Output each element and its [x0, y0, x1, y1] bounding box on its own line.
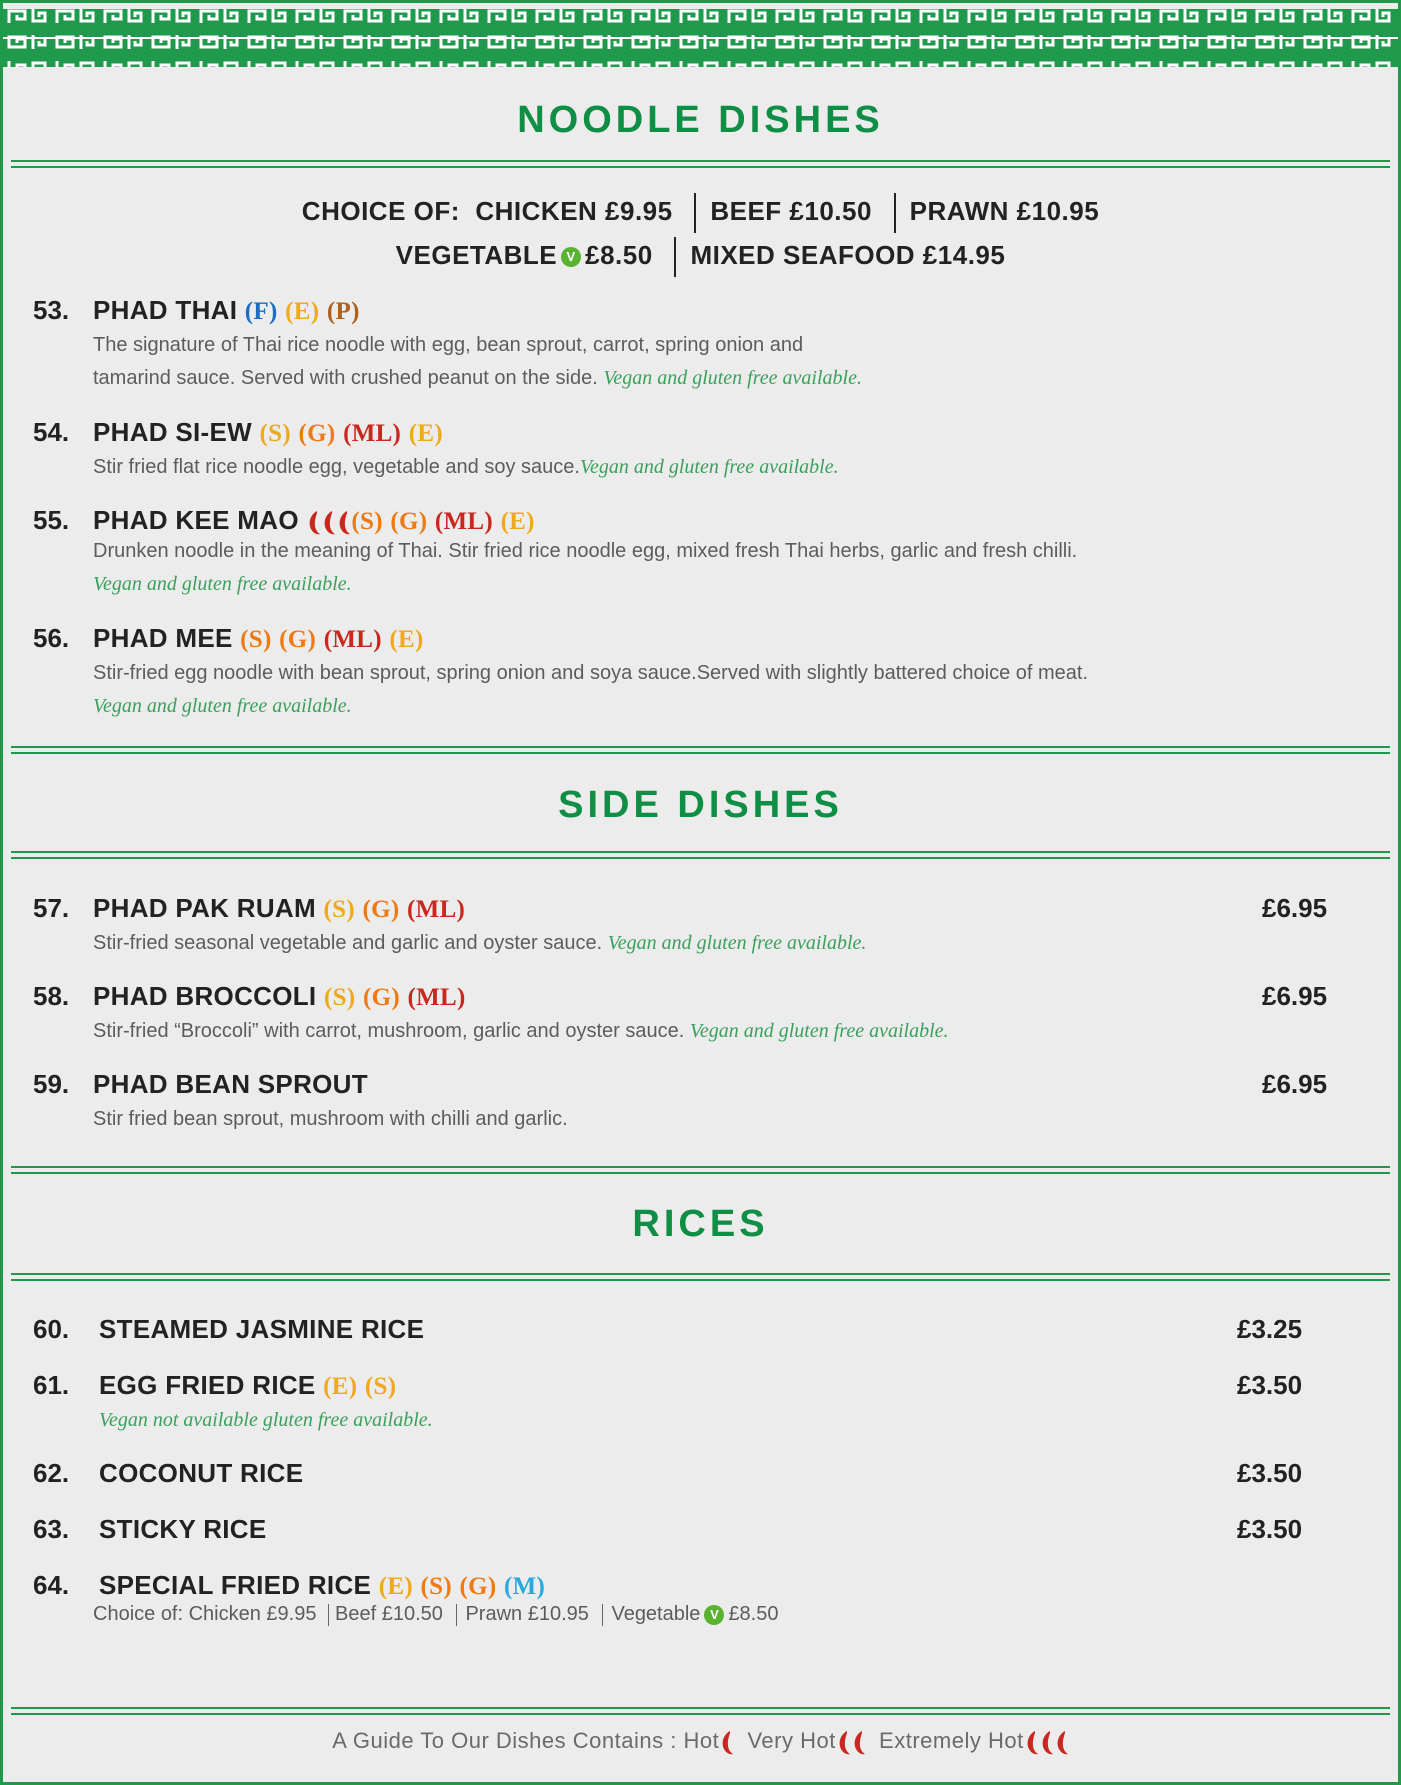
vegan-note: Vegan not available gluten free available. [99, 1409, 433, 1431]
choice-separator [456, 1604, 457, 1626]
choice-separator [674, 237, 676, 277]
chilli-icon [306, 509, 321, 536]
allergen-egg: (E) [408, 420, 443, 447]
chilli-icon [336, 509, 351, 536]
item-name-row [99, 1570, 545, 1601]
description-line [93, 362, 862, 395]
item-description: Stir fried bean sprout, mushroom with chilli and garlic. [93, 1108, 568, 1130]
allergen-soy: (S) [420, 1573, 452, 1600]
description-text: Stir-fried seasonal vegetable and garlic and oyster sauce. [93, 932, 603, 954]
item-name: PHAD KEE MAO [93, 505, 299, 535]
allergen-fish: (F) [244, 298, 278, 325]
choice-vegetable: VEGETABLE [395, 239, 558, 270]
very-hot-label: Very Hot [747, 1728, 836, 1753]
description-line: Stir-fried egg noodle with bean sprout, spring onion and soya sauce.Served with slightly battered choice of meat. [93, 662, 1089, 684]
allergen-peanut: (P) [326, 298, 360, 325]
allergen-mollusc: (ML) [407, 896, 466, 923]
item-name: STEAMED JASMINE RICE [99, 1314, 425, 1344]
noodle-section-title: NOODLE DISHES [517, 99, 884, 141]
vegan-note: Vegan and gluten free available. [607, 932, 867, 954]
extremely-hot-label: Extremely Hot [879, 1728, 1024, 1753]
item-price: £3.50 [1237, 1458, 1303, 1488]
item-name-row [93, 893, 465, 924]
allergen-mollusc: (ML) [407, 984, 466, 1011]
allergen-soy: (S) [351, 508, 383, 535]
chilli-icon [1039, 1729, 1054, 1756]
allergen-milk: (M) [504, 1573, 546, 1600]
description-text: tamarind sauce. Served with crushed peanut on the side. [93, 367, 598, 389]
description-line: The signature of Thai rice noodle with egg, bean sprout, carrot, spring onion and [93, 334, 804, 356]
vegan-note: Vegan and gluten free available. [93, 695, 352, 717]
noodle-choice-line-1 [3, 193, 1398, 233]
section-divider [11, 160, 1390, 168]
item-name-row [93, 505, 535, 536]
allergen-mollusc: (ML) [434, 508, 494, 535]
section-divider [11, 1707, 1390, 1715]
choice-separator [328, 1604, 329, 1626]
choice-separator [694, 193, 696, 233]
allergen-gluten: (G) [298, 420, 336, 447]
allergen-egg: (E) [389, 626, 424, 653]
allergen-gluten: (G) [390, 508, 428, 535]
item-number: 62. [33, 1458, 70, 1488]
choice-separator [894, 193, 896, 233]
allergen-soy: (S) [323, 984, 356, 1011]
choice-prawn: Prawn £10.95 [465, 1603, 589, 1625]
allergen-soy: (S) [259, 420, 291, 447]
item-name: STICKY RICE [99, 1514, 267, 1544]
item-price: £6.95 [1262, 981, 1328, 1011]
item-name: SPECIAL FRIED RICE [99, 1570, 372, 1600]
item-name: COCONUT RICE [99, 1458, 304, 1488]
item-description [93, 1015, 949, 1048]
allergen-soy: (S) [364, 1373, 397, 1400]
decorative-border-banner [3, 3, 1398, 72]
choice-beef: Beef £10.50 [335, 1603, 443, 1625]
allergen-gluten: (G) [459, 1573, 497, 1600]
choice-seafood: MIXED SEAFOOD £14.95 [690, 239, 1006, 270]
item-name: EGG FRIED RICE [99, 1370, 316, 1400]
choice-separator [602, 1604, 603, 1626]
chilli-icon [1054, 1729, 1069, 1756]
item-name-row [93, 295, 360, 326]
allergen-egg: (E) [323, 1373, 358, 1400]
choice-vegetable-price: £8.50 [728, 1603, 779, 1625]
item-name-row [93, 623, 424, 654]
chilli-icon [719, 1729, 734, 1756]
allergen-mollusc: (ML) [343, 420, 402, 447]
item-name: PHAD BEAN SPROUT [93, 1069, 368, 1099]
choice-beef: BEEF £10.50 [710, 195, 872, 226]
rices-section-title: RICES [632, 1203, 769, 1245]
side-section-title: SIDE DISHES [558, 784, 843, 826]
item-name-row [93, 417, 443, 448]
item-description [93, 927, 866, 960]
hot-label: Hot [683, 1728, 720, 1753]
description-text: Stir-fried “Broccoli” with carrot, mushroom, garlic and oyster sauce. [93, 1020, 685, 1042]
choice-prawn: PRAWN £10.95 [909, 195, 1100, 226]
item-name: PHAD MEE [93, 623, 233, 653]
item-description [99, 1404, 433, 1437]
section-divider [11, 746, 1390, 754]
item-price: £3.50 [1237, 1514, 1303, 1544]
allergen-egg: (E) [378, 1573, 413, 1600]
section-divider [11, 1273, 1390, 1281]
item-description [93, 535, 1077, 601]
allergen-mollusc: (ML) [323, 626, 382, 653]
spice-guide-footer [3, 1728, 1398, 1756]
vegan-note: Vegan and gluten free available. [689, 1020, 949, 1042]
chilli-icon [1024, 1729, 1039, 1756]
chilli-icon [851, 1729, 866, 1756]
description-text: Stir fried flat rice noodle egg, vegetable and soy sauce. [93, 456, 580, 478]
allergen-soy: (S) [323, 896, 355, 923]
item-number: 54. [33, 417, 70, 447]
item-description [93, 657, 1088, 723]
choice-chicken: Choice of: Chicken £9.95 [93, 1603, 317, 1625]
item-number: 63. [33, 1514, 70, 1544]
item-description [93, 451, 839, 484]
chilli-icon [836, 1729, 851, 1756]
allergen-gluten: (G) [279, 626, 317, 653]
item-number: 61. [33, 1370, 70, 1400]
item-price: £6.95 [1262, 1069, 1328, 1099]
item-name: PHAD BROCCOLI [93, 981, 317, 1011]
item-choice-line [93, 1598, 779, 1631]
item-number: 55. [33, 505, 70, 535]
noodle-choice-line-2 [3, 237, 1398, 277]
spice-guide-label: A Guide To Our Dishes Contains : [332, 1728, 677, 1753]
item-number: 60. [33, 1314, 70, 1344]
chilli-icon [321, 509, 336, 536]
choice-vegetable-price: £8.50 [585, 239, 653, 270]
vegan-note: Vegan and gluten free available. [93, 573, 352, 595]
item-description [93, 329, 862, 395]
item-name: PHAD THAI [93, 295, 238, 325]
item-number: 59. [33, 1069, 70, 1099]
item-name: PHAD PAK RUAM [93, 893, 316, 923]
item-number: 56. [33, 623, 70, 653]
item-price: £3.50 [1237, 1370, 1303, 1400]
section-divider [11, 851, 1390, 859]
allergen-gluten: (G) [362, 984, 400, 1011]
choice-vegetable: Vegetable [611, 1603, 701, 1625]
section-divider [11, 1166, 1390, 1174]
item-price: £6.95 [1262, 893, 1328, 923]
allergen-soy: (S) [240, 626, 272, 653]
allergen-gluten: (G) [362, 896, 400, 923]
vegetarian-v-icon: V [704, 1605, 724, 1625]
item-price: £3.25 [1237, 1314, 1303, 1344]
item-number: 53. [33, 295, 70, 325]
description-line: Drunken noodle in the meaning of Thai. Stir fried rice noodle egg, mixed fresh Thai herbs, garlic and fresh chilli. [93, 540, 1078, 562]
item-number: 58. [33, 981, 70, 1011]
vegan-note: Vegan and gluten free available. [579, 456, 839, 478]
item-name: PHAD SI-EW [93, 417, 252, 447]
vegetarian-v-icon: V [561, 247, 581, 267]
vegan-note: Vegan and gluten free available. [603, 367, 862, 389]
choice-chicken: CHICKEN £9.95 [475, 195, 673, 226]
allergen-egg: (E) [285, 298, 320, 325]
allergen-egg: (E) [500, 508, 535, 535]
item-name-row [93, 981, 466, 1012]
item-number: 64. [33, 1570, 70, 1600]
item-number: 57. [33, 893, 70, 923]
choice-prefix: CHOICE OF: [301, 195, 460, 226]
item-name-row [99, 1370, 396, 1401]
